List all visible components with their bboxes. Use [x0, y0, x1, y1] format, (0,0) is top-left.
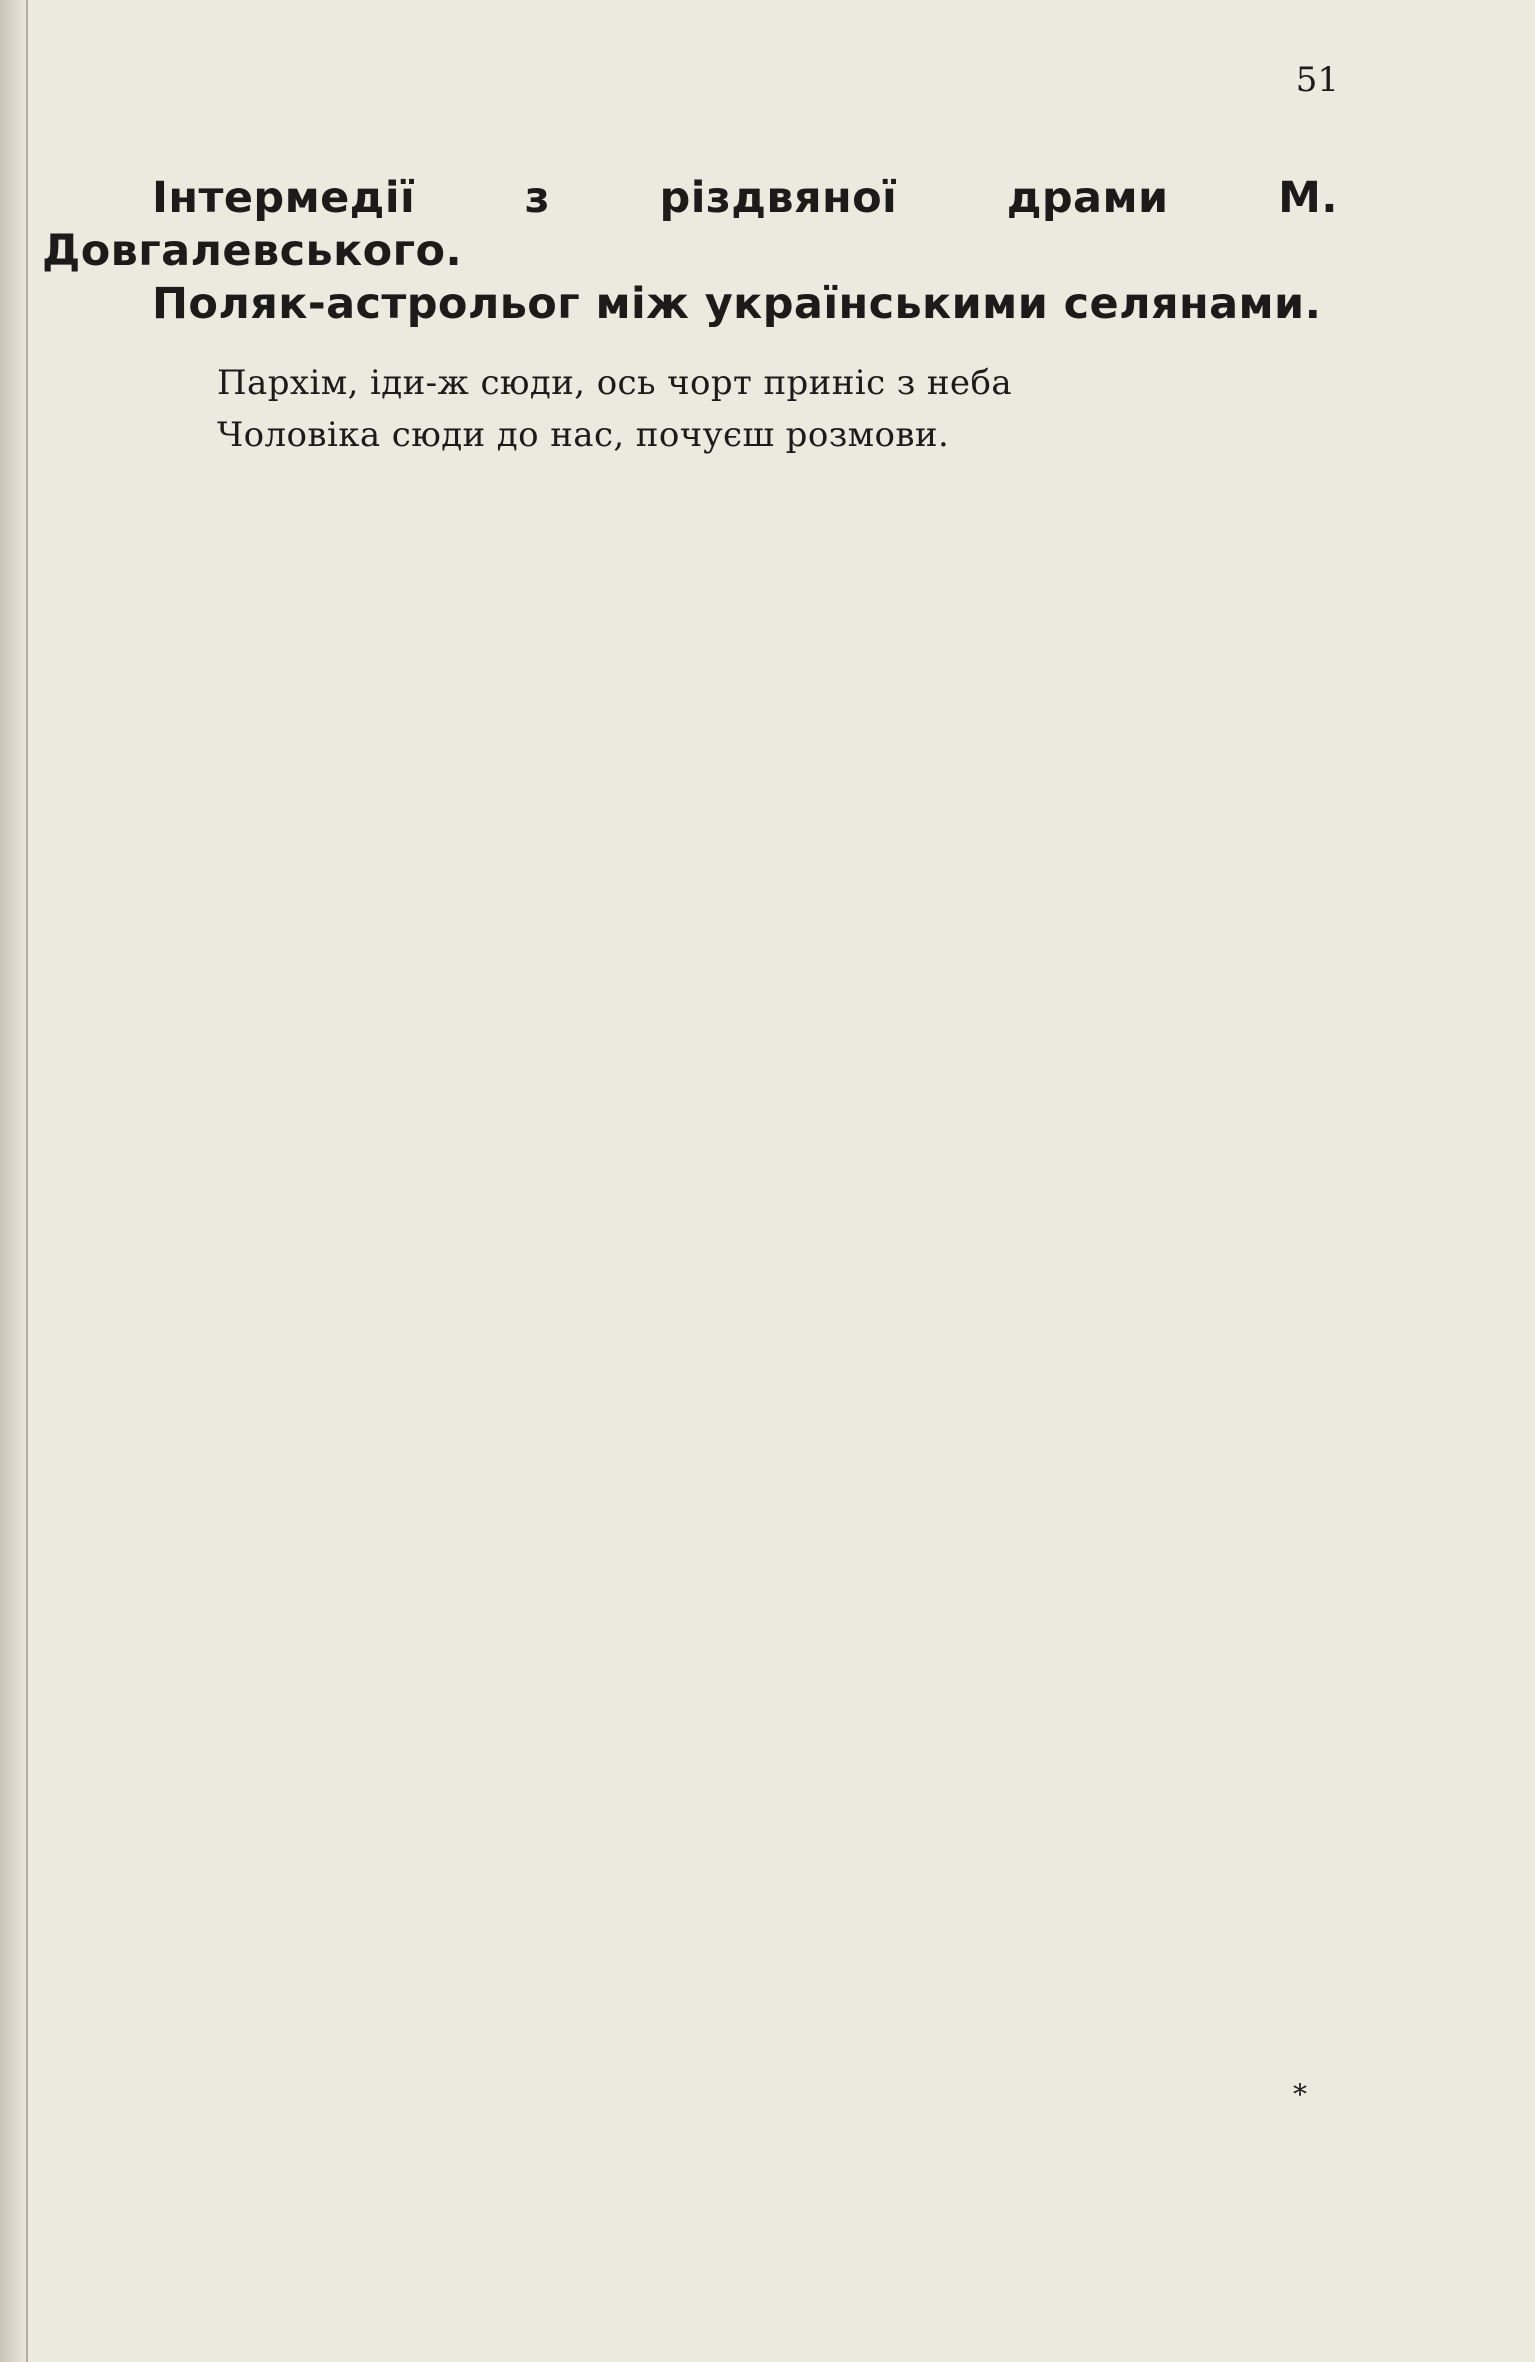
section-heading-interludes: Інтермедії з різдвяної драми М. Довгалевського.	[42, 173, 1338, 276]
verse-line: Чоловіка сюди до нас, почуєш розмови.	[217, 415, 950, 455]
binding-edge	[26, 0, 28, 2362]
section-heading-astrologer: Поляк-астрольог між українськими селянами.	[152, 279, 1322, 329]
verse-line: Пархім, іди-ж сюди, ось чорт приніс з неба	[217, 363, 1012, 403]
body-text	[42, 172, 1338, 487]
paragraph-3	[42, 278, 1338, 331]
verse-quote	[217, 357, 1338, 461]
section-end-mark: *	[1293, 2078, 1307, 2111]
paragraph-2	[42, 172, 1338, 278]
page-number: 51	[1295, 60, 1339, 100]
